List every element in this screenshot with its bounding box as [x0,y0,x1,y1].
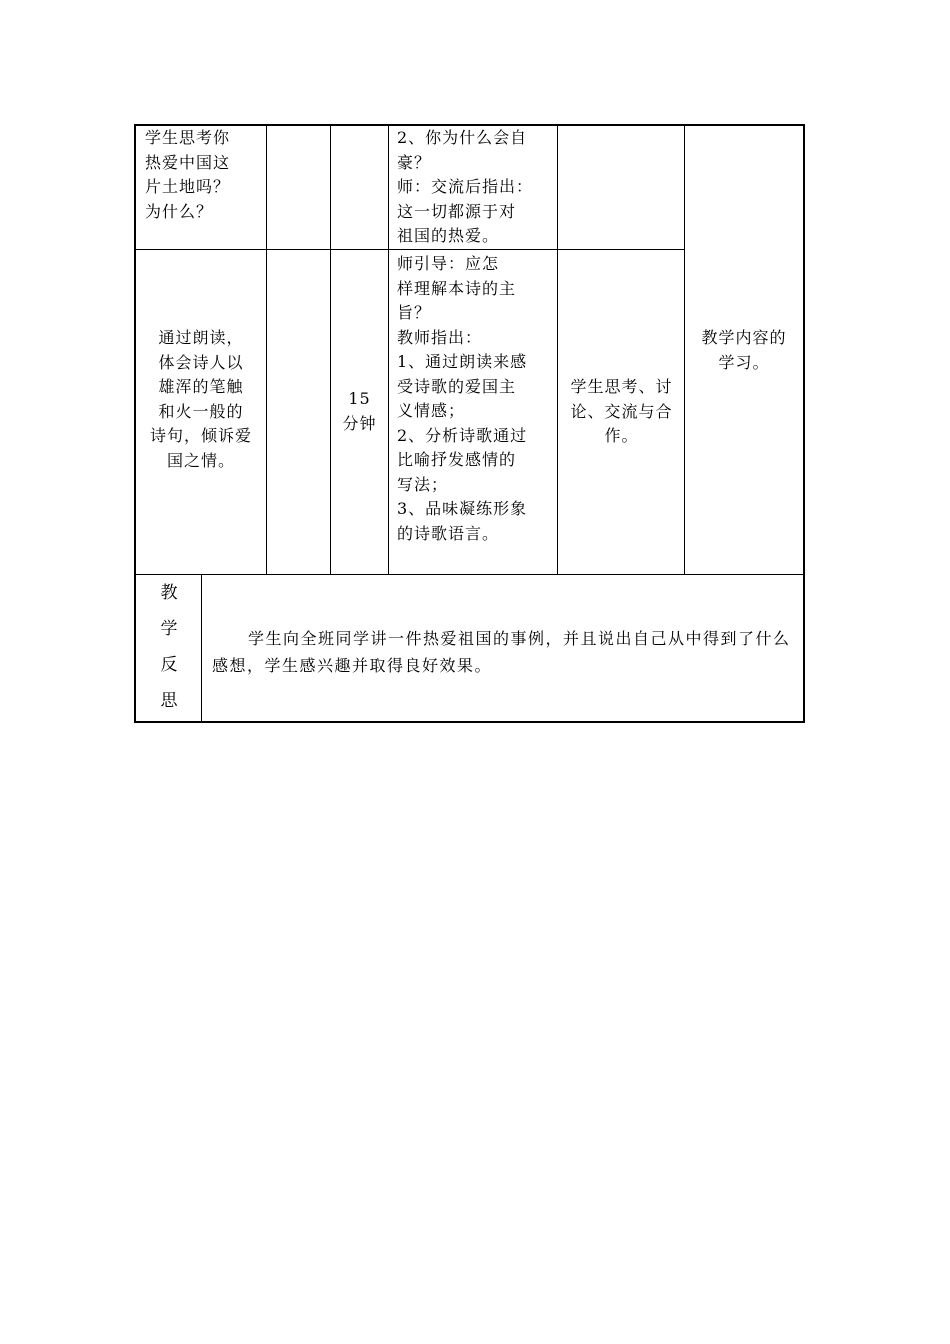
teaching-content-cell: 教学内容的 学习。 [701,328,787,372]
row2-bottom-border [135,574,804,575]
row2-col5-cell: 学生思考、讨 论、交流与合 作。 [570,377,673,445]
col5-right-border [684,125,685,575]
row1-col1-cell: 学生思考你 热爱中国这 片土地吗？ 为什么？ [145,128,231,221]
reflection-label-char: 教 [160,583,178,603]
col4-right-border [557,125,558,575]
reflection-label-char: 反 [160,655,178,675]
col1-right-border [266,125,267,575]
col2-right-border [330,125,331,575]
row1-col4-cell: 2、你为什么会自 豪？ 师：交流后指出： 这一切都源于对 祖国的热爱。 [397,128,534,245]
col3-right-border [388,125,389,575]
row2-col1-cell: 通过朗读， 体会诗人以 雄浑的笔触 和火一般的 诗句，倾诉爱 国之情。 [149,328,252,470]
reflection-label-char: 学 [160,619,178,639]
row2-col4-cell: 师引导：应怎 样理解本诗的主 旨？ 教师指出： 1、通过朗读来感 受诗歌的爱国主 义情感； 2、分析诗歌通过 比喻抒发感情的 写法； 3、品味凝练形象 的诗歌语言。 [397,254,528,543]
reflection-label-char: 思 [160,691,178,711]
reflection-text: 学生向全班同学讲一件热爱祖国的事例，并且说出自己从中得到了什么感想，学生感兴趣并取得良好效果。 [212,629,791,675]
row2-col3-cell: 15 分钟 [342,389,377,433]
table-border-right [803,124,805,723]
row1-bottom-border [135,249,684,250]
table-border-bottom [135,721,805,723]
